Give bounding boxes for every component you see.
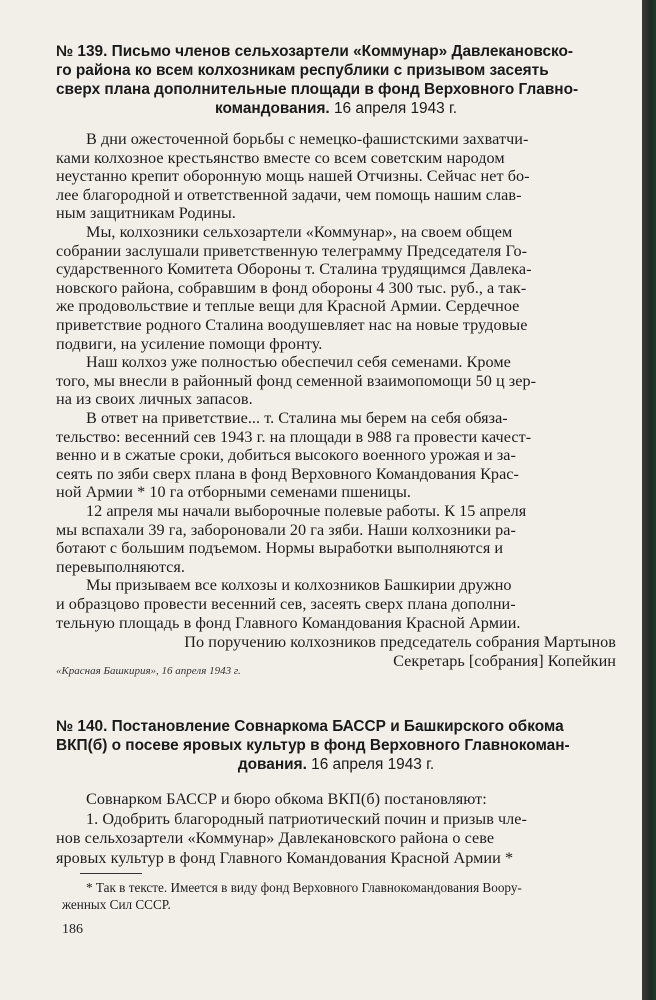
body-line: на из своих личных запасов. — [56, 390, 253, 409]
doc-140-heading-line: ВКП(б) о посеве яровых культур в фонд Верховного Главнокоман- — [56, 737, 570, 754]
body-line: и образцово провести весенний сев, засеять сверх плана дополни- — [56, 595, 516, 613]
body-line: Совнарком БАССР и бюро обкома ВКП(б) постановляют: — [86, 790, 487, 808]
body-line: мы вспахали 39 га, забороновали 20 га зяби. Наши колхозники ра- — [56, 520, 516, 539]
doc-140-heading-line: дования. — [237, 756, 307, 773]
doc-139-heading — [56, 42, 616, 118]
doc-140-date: 16 апреля 1943 г. — [311, 756, 435, 773]
doc-139-heading-line: го района ко всем колхозникам республики с призывом засеять — [56, 62, 549, 79]
body-line: перевыполняются. — [56, 557, 186, 576]
body-line: приветствие родного Сталина воодушевляет нас на новые трудовые — [56, 316, 528, 334]
body-line: Мы, колхозники сельхозартели «Коммунар», на своем общем — [86, 223, 513, 241]
body-line: венно и в сжатые сроки, добиться высокого военного урожая и за- — [56, 446, 516, 465]
doc-139-source: «Красная Башкирия», 16 апреля 1943 г. — [56, 665, 241, 677]
footnote-line: женных Сил СССР. — [62, 897, 171, 912]
footnote-line: * Так в тексте. Имеется в виду фонд Верховного Главнокомандования Воору- — [86, 880, 522, 895]
body-line: Наш колхоз уже полностью обеспечил себя семенами. Кроме — [86, 353, 511, 372]
signature-line: По поручению колхозников председатель собрания Мартынов — [184, 633, 616, 652]
body-line: ками колхозное крестьянство вместе со всем советским народом — [56, 148, 505, 167]
doc-139-date: 16 апреля 1943 г. — [334, 100, 458, 117]
doc-139-heading-last-line — [56, 99, 616, 118]
body-line: сеять по зяби сверх плана в фонд Верховного Командования Крас- — [56, 464, 519, 483]
body-line: лее благородной и ответственной задачи, чем помощь нашим слав- — [56, 185, 522, 204]
body-line: нов сельхозартели «Коммунар» Давлекановского района о севе — [56, 829, 495, 847]
body-line: яровых культур в фонд Главного Командования Красной Армии * — [56, 848, 514, 867]
body-line: подвиги, на усиление помощи фронту. — [56, 334, 323, 353]
body-line: тельство: весенний сев 1943 г. на площади в 988 га провести качест- — [56, 427, 532, 446]
doc-140-heading-last-line — [56, 755, 616, 774]
doc-139-heading-line: сверх плана дополнительные площади в фонд Верховного Главно- — [56, 81, 579, 98]
body-line: новского района, собравшим в фонд обороны 4 300 тыс. руб., а так- — [56, 278, 527, 297]
doc-140-heading — [56, 717, 616, 774]
body-line: 12 апреля мы начали выборочные полевые работы. К 15 апреля — [86, 502, 527, 520]
body-line: того, мы внесли в районный фонд семенной взаимопомощи 50 ц зер- — [56, 371, 537, 390]
body-line: Мы призываем все колхозы и колхозников Башкирии дружно — [86, 576, 512, 595]
body-line: ным защитникам Родины. — [56, 204, 236, 223]
body-line: ботают с большим подъемом. Нормы выработки выполняются и — [56, 539, 504, 558]
doc-140-heading-line: № 140. Постановление Совнаркома БАССР и Башкирского обкома — [56, 718, 564, 735]
doc-139-heading-line: № 139. Письмо членов сельхозартели «Коммунар» Давлекановско- — [56, 43, 574, 60]
body-line: неустанно крепит оборонную мощь нашей Отчизны. Сейчас нет бо- — [56, 167, 530, 186]
body-line: ной Армии * 10 га отборными семенами пшеницы. — [56, 483, 412, 502]
footnote-rule — [80, 873, 142, 874]
body-line: В дни ожесточенной борьбы с немецко-фашистскими захватчи- — [86, 130, 529, 148]
book-edge — [642, 0, 656, 1000]
body-line: собрании заслушали приветственную телеграмму Председателя Го- — [56, 241, 528, 260]
body-line: же продовольствие и теплые вещи для Красной Армии. Сердечное — [56, 297, 520, 316]
doc-139-heading-line: командования. — [214, 100, 330, 117]
page-number: 186 — [62, 922, 83, 937]
body-line: В ответ на приветствие... т. Сталина мы берем на себя обяза- — [86, 409, 508, 427]
body-line: сударственного Комитета Обороны т. Сталина трудящимся Давлека- — [56, 260, 532, 279]
body-line: тельную площадь в фонд Главного Командования Красной Армии. — [56, 613, 521, 632]
body-line: 1. Одобрить благородный патриотический почин и призыв чле- — [86, 809, 527, 828]
signature-line: Секретарь [собрания] Копейкин — [393, 652, 616, 671]
